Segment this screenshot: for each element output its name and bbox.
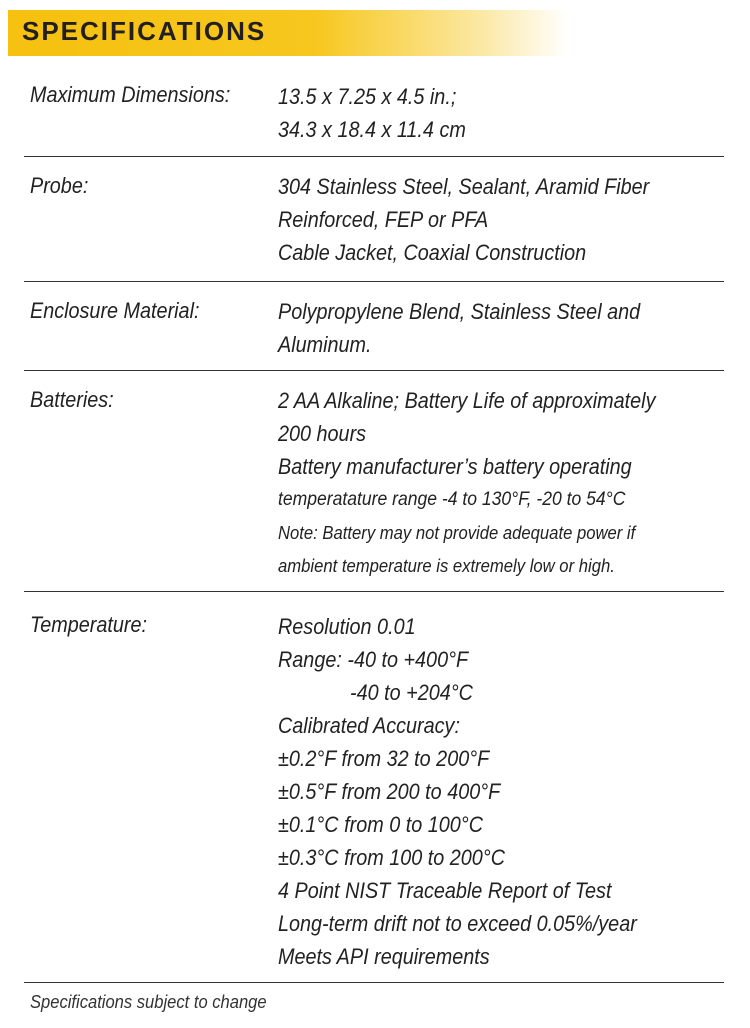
spec-value-line: temperatature range -4 to 130°F, -20 to 54°C <box>278 488 626 510</box>
spec-value-line: Aluminum. <box>278 332 372 357</box>
spec-value-line: Reinforced, FEP or PFA <box>278 207 489 232</box>
spec-value-line: 34.3 x 18.4 x 11.4 cm <box>278 117 466 142</box>
spec-values-enclosure <box>278 295 680 361</box>
spec-label-temperature: Temperature: <box>30 612 148 637</box>
spec-value-line: Polypropylene Blend, Stainless Steel and <box>278 299 641 324</box>
spec-value-line: ±0.5°F from 200 to 400°F <box>278 779 501 804</box>
spec-value-line: ±0.2°F from 32 to 200°F <box>278 746 490 771</box>
spec-values-batteries <box>278 384 697 582</box>
spec-table <box>24 78 724 983</box>
spec-value-line: Calibrated Accuracy: <box>278 713 460 738</box>
spec-value-line: Cable Jacket, Coaxial Construction <box>278 240 587 265</box>
spec-row-batteries <box>24 371 724 592</box>
spec-value-line: Range: -40 to +400°F <box>278 647 469 672</box>
spec-value-line: 304 Stainless Steel, Sealant, Aramid Fiber <box>278 174 650 199</box>
spec-label-dimensions: Maximum Dimensions: <box>30 82 231 107</box>
spec-label-batteries: Batteries: <box>30 387 114 412</box>
spec-value-line: ±0.3°C from 100 to 200°C <box>278 845 506 870</box>
spec-row-temperature <box>24 592 724 983</box>
spec-note-line: Note: Battery may not provide adequate power if <box>278 522 636 543</box>
spec-value-line: Long-term drift not to exceed 0.05%/year <box>278 911 637 936</box>
spec-values-probe <box>278 170 691 269</box>
spec-note-line: ambient temperature is extremely low or high. <box>278 555 615 576</box>
spec-values-dimensions <box>278 80 487 146</box>
spec-value-line: 13.5 x 7.25 x 4.5 in.; <box>278 84 457 109</box>
spec-value-line: Battery manufacturer’s battery operating <box>278 454 632 479</box>
spec-value-line: 200 hours <box>278 421 367 446</box>
spec-label-probe: Probe: <box>30 173 89 198</box>
spec-row-probe <box>24 157 724 282</box>
spec-label-enclosure: Enclosure Material: <box>30 298 200 323</box>
spec-value-line: 2 AA Alkaline; Battery Life of approximately <box>278 388 656 413</box>
spec-values-temperature <box>278 610 677 973</box>
section-title: SPECIFICATIONS <box>22 16 267 46</box>
spec-row-dimensions <box>24 78 724 157</box>
spec-row-enclosure <box>24 282 724 371</box>
spec-value-line: -40 to +204°C <box>350 680 473 705</box>
spec-value-line: 4 Point NIST Traceable Report of Test <box>278 878 612 903</box>
footer-note: Specifications subject to change <box>30 992 267 1012</box>
spec-value-line: Resolution 0.01 <box>278 614 416 639</box>
spec-value-line: Meets API requirements <box>278 944 490 969</box>
spec-value-line: ±0.1°C from 0 to 100°C <box>278 812 484 837</box>
